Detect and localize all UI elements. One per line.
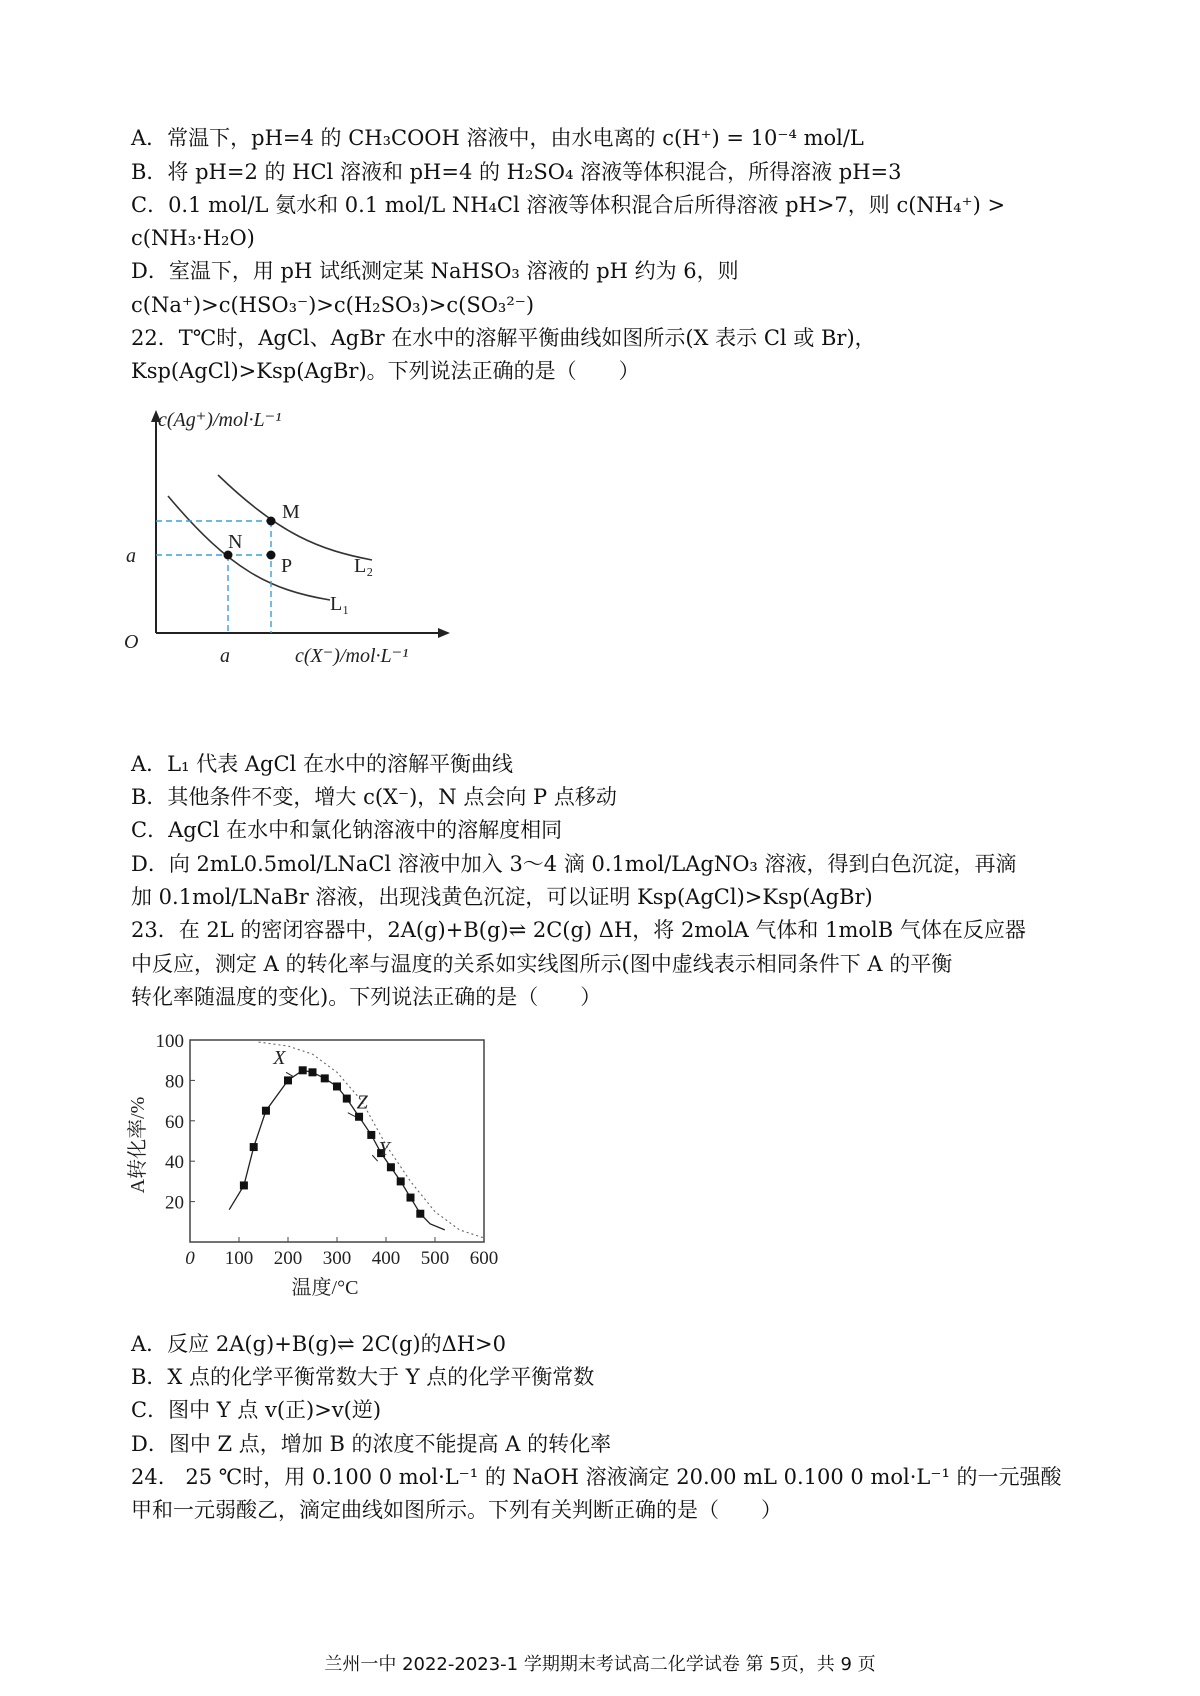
q21-option-b: B．将 pH=2 的 HCl 溶液和 pH=4 的 H₂SO₄ 溶液等体积混合，所得溶液 pH=3: [131, 160, 902, 184]
q23-option-c: C．图中 Y 点 v(正)>v(逆): [131, 1398, 382, 1422]
q21-option-d: D．室温下，用 pH 试纸测定某 NaHSO₃ 溶液的 pH 约为 6，则: [131, 259, 739, 283]
x-tick-label: 200: [273, 1248, 303, 1269]
q22-option-a: A．L₁ 代表 AgCl 在水中的溶解平衡曲线: [131, 752, 513, 776]
data-point-square: [397, 1177, 405, 1185]
q24-stem-line2: 甲和一元弱酸乙，滴定曲线如图所示。下列有关判断正确的是（ ）: [131, 1498, 782, 1522]
q22-option-d-cont: 加 0.1mol/LNaBr 溶液，出现浅黄色沉淀，可以证明 Ksp(AgCl)>Ksp(AgBr): [131, 885, 873, 909]
y-tick-label: 60: [165, 1111, 184, 1133]
x-tick-label: 0: [185, 1248, 195, 1269]
q21-option-a: A．常温下，pH=4 的 CH₃COOH 溶液中，由水电离的 c(H⁺) = 10⁻⁴ mol/L: [131, 126, 864, 150]
q23-stem-line3: 转化率随温度的变化)。下列说法正确的是（ ）: [131, 985, 602, 1009]
point-m-label: M: [282, 501, 300, 523]
x-axis-label: 温度/°C: [291, 1277, 359, 1299]
page-footer: 兰州一中 2022-2023-1 学期期末考试高二化学试卷 第 5页，共 9 页: [324, 1654, 876, 1675]
q23-option-b: B．X 点的化学平衡常数大于 Y 点的化学平衡常数: [131, 1365, 595, 1389]
data-point-square: [240, 1181, 248, 1189]
x-tick-label: 600: [469, 1248, 499, 1269]
measured-curve-solid: [229, 1070, 445, 1230]
y-tick-label: 40: [165, 1152, 184, 1174]
point-n-label: N: [228, 531, 243, 553]
q22-option-d: D．向 2mL0.5mol/LNaCl 溶液中加入 3～4 滴 0.1mol/LAgNO₃ 溶液，得到白色沉淀，再滴: [131, 852, 1017, 876]
q23-option-a: A．反应 2A(g)+B(g)⇌ 2C(g)的ΔH>0: [131, 1332, 507, 1356]
point-x-leader: [286, 1072, 293, 1076]
data-point-square: [321, 1074, 329, 1082]
plot-frame: [190, 1040, 484, 1242]
q21-option-c-cont: c(NH₃·H₂O): [131, 226, 255, 250]
x-tick-label: 100: [224, 1248, 254, 1269]
data-point-square: [387, 1163, 395, 1171]
data-point-square: [299, 1066, 307, 1074]
q22-x-axis-label: c(X⁻)/mol·L⁻¹: [295, 645, 409, 667]
q22-y-axis-label: c(Ag⁺)/mol·L⁻¹: [158, 409, 282, 431]
data-point-square: [250, 1143, 258, 1151]
data-point-square: [416, 1210, 424, 1218]
curve-l1: [168, 496, 330, 600]
data-point-square: [284, 1076, 292, 1084]
x-tick-label: 500: [420, 1248, 450, 1269]
point-y-label: Y: [378, 1138, 390, 1161]
data-point-square: [333, 1082, 341, 1090]
q21-option-d-cont: c(Na⁺)>c(HSO₃⁻)>c(H₂SO₃)>c(SO₃²⁻): [131, 293, 535, 317]
point-m-marker: [267, 517, 276, 526]
q23-conversion-chart: [120, 1030, 520, 1320]
data-point-square: [343, 1095, 351, 1103]
q22-solubility-figure: [120, 400, 480, 730]
curve-l1-label: L₁: [330, 593, 350, 615]
data-point-square: [367, 1131, 375, 1139]
q23-option-d: D．图中 Z 点，增加 B 的浓度不能提高 A 的转化率: [131, 1432, 612, 1456]
y-tick-label: 100: [155, 1031, 184, 1052]
q21-option-c: C．0.1 mol/L 氨水和 0.1 mol/L NH₄Cl 溶液等体积混合后所得溶液 pH>7，则 c(NH₄⁺) >: [131, 193, 1006, 217]
q23-stem-line1: 23．在 2L 的密闭容器中，2A(g)+B(g)⇌ 2C(g) ΔH，将 2molA 气体和 1molB 气体在反应器: [131, 918, 1026, 942]
q22-x-arrow: [438, 628, 450, 638]
q23-stem-line2: 中反应，测定 A 的转化率与温度的关系如实线图所示(图中虚线表示相同条件下 A 的平衡: [131, 952, 953, 976]
equilibrium-curve-dotted: [259, 1042, 484, 1238]
data-point-square: [262, 1107, 270, 1115]
q22-option-c: C．AgCl 在水中和氯化钠溶液中的溶解度相同: [131, 818, 563, 842]
q22-tick-a-x: a: [220, 645, 230, 667]
q22-option-b: B．其他条件不变，增大 c(X⁻)，N 点会向 P 点移动: [131, 785, 617, 809]
point-p-marker: [267, 551, 276, 560]
data-point-square: [355, 1113, 363, 1121]
point-z-label: Z: [356, 1091, 368, 1114]
y-axis-label: A转化率/%: [127, 1096, 149, 1194]
x-tick-label: 400: [371, 1248, 401, 1269]
y-tick-label: 20: [165, 1192, 184, 1214]
y-tick-label: 80: [165, 1071, 184, 1093]
q22-stem-line1: 22．T℃时，AgCl、AgBr 在水中的溶解平衡曲线如图所示(X 表示 Cl 或 Br)，: [131, 326, 876, 350]
q24-stem-line1: 24. 25 ℃时，用 0.100 0 mol·L⁻¹ 的 NaOH 溶液滴定 20.00 mL 0.100 0 mol·L⁻¹ 的一元强酸: [131, 1465, 1062, 1489]
point-z-leader: [348, 1113, 356, 1117]
data-point-square: [407, 1194, 415, 1202]
x-tick-label: 300: [322, 1248, 352, 1269]
q22-stem-line2: Ksp(AgCl)>Ksp(AgBr)。下列说法正确的是（ ）: [131, 359, 640, 383]
point-x-label: X: [273, 1047, 286, 1070]
point-p-label: P: [281, 555, 293, 577]
data-point-square: [309, 1068, 317, 1076]
point-y-leader: [372, 1155, 377, 1161]
curve-l2-label: L₂: [354, 555, 374, 577]
q22-tick-a-y: a: [126, 545, 136, 567]
q22-origin-label: O: [124, 631, 139, 653]
